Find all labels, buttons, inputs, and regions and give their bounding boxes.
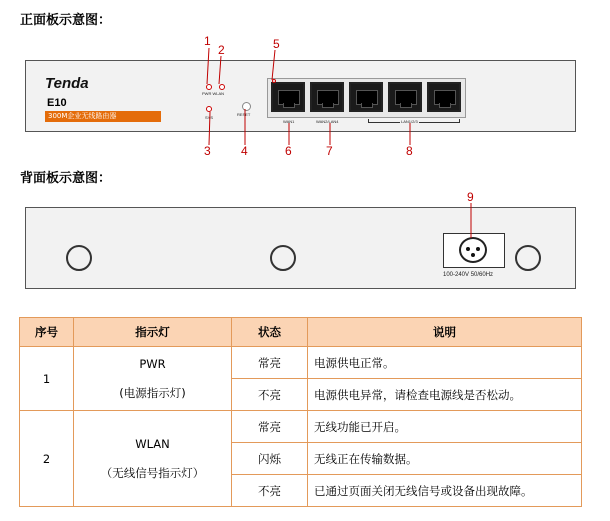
sys-label: SYS (205, 115, 214, 120)
model-subtitle: 300M企业无线路由器 (45, 111, 161, 122)
callout-3: 3 (204, 144, 211, 158)
indicator-cell (74, 411, 232, 507)
brand-logo: Tenda (45, 75, 89, 92)
header-indicator: 指示灯 (74, 318, 232, 347)
callout-7: 7 (326, 144, 333, 158)
note-cell: 无线正在传输数据。 (308, 443, 582, 475)
reset-label: RESET (237, 112, 251, 117)
callout-9: 9 (467, 190, 474, 204)
callout-5: 5 (273, 37, 280, 51)
back-callout-line (0, 0, 610, 260)
pwr-wlan-label: PWR WLAN (202, 91, 224, 96)
state-cell: 不亮 (232, 475, 308, 507)
back-panel-heading: 背面板示意图： (20, 171, 112, 186)
indicator-cell (74, 347, 232, 411)
callout-2: 2 (218, 43, 225, 57)
table-header-row (20, 318, 582, 347)
state-cell: 常亮 (232, 347, 308, 379)
callout-6: 6 (285, 144, 292, 158)
row-number: 1 (20, 347, 74, 411)
header-no: 序号 (20, 318, 74, 347)
wan2-label: WAN2/LAN4 (316, 119, 339, 124)
note-cell: 电源供电正常。 (308, 347, 582, 379)
note-cell: 已通过页面关闭无线信号或设备出现故障。 (308, 475, 582, 507)
table-row (20, 411, 582, 443)
model-label: E10 (47, 97, 67, 109)
power-rating-label: 100-240V 50/60Hz (443, 272, 494, 278)
indicator-name: PWR (139, 356, 166, 371)
header-description: 说明 (308, 318, 582, 347)
state-cell: 闪烁 (232, 443, 308, 475)
note-cell: 电源供电异常，请检查电源线是否松动。 (308, 379, 582, 411)
note-cell: 无线功能已开启。 (308, 411, 582, 443)
indicator-name: WLAN (135, 436, 170, 451)
lan-label: LAN1/2/3 (401, 119, 418, 124)
callout-1: 1 (204, 34, 211, 48)
indicator-desc: （无线信号指示灯） (100, 465, 205, 480)
led-status-table (19, 317, 582, 507)
state-cell: 不亮 (232, 379, 308, 411)
wan1-label: WAN1 (283, 119, 295, 124)
table-row (20, 347, 582, 379)
header-state: 状态 (232, 318, 308, 347)
callout-4: 4 (241, 144, 248, 158)
front-panel-heading: 正面板示意图： (20, 13, 112, 28)
state-cell: 常亮 (232, 411, 308, 443)
row-number: 2 (20, 411, 74, 507)
indicator-desc: (电源指示灯) (119, 385, 186, 400)
callout-8: 8 (406, 144, 413, 158)
